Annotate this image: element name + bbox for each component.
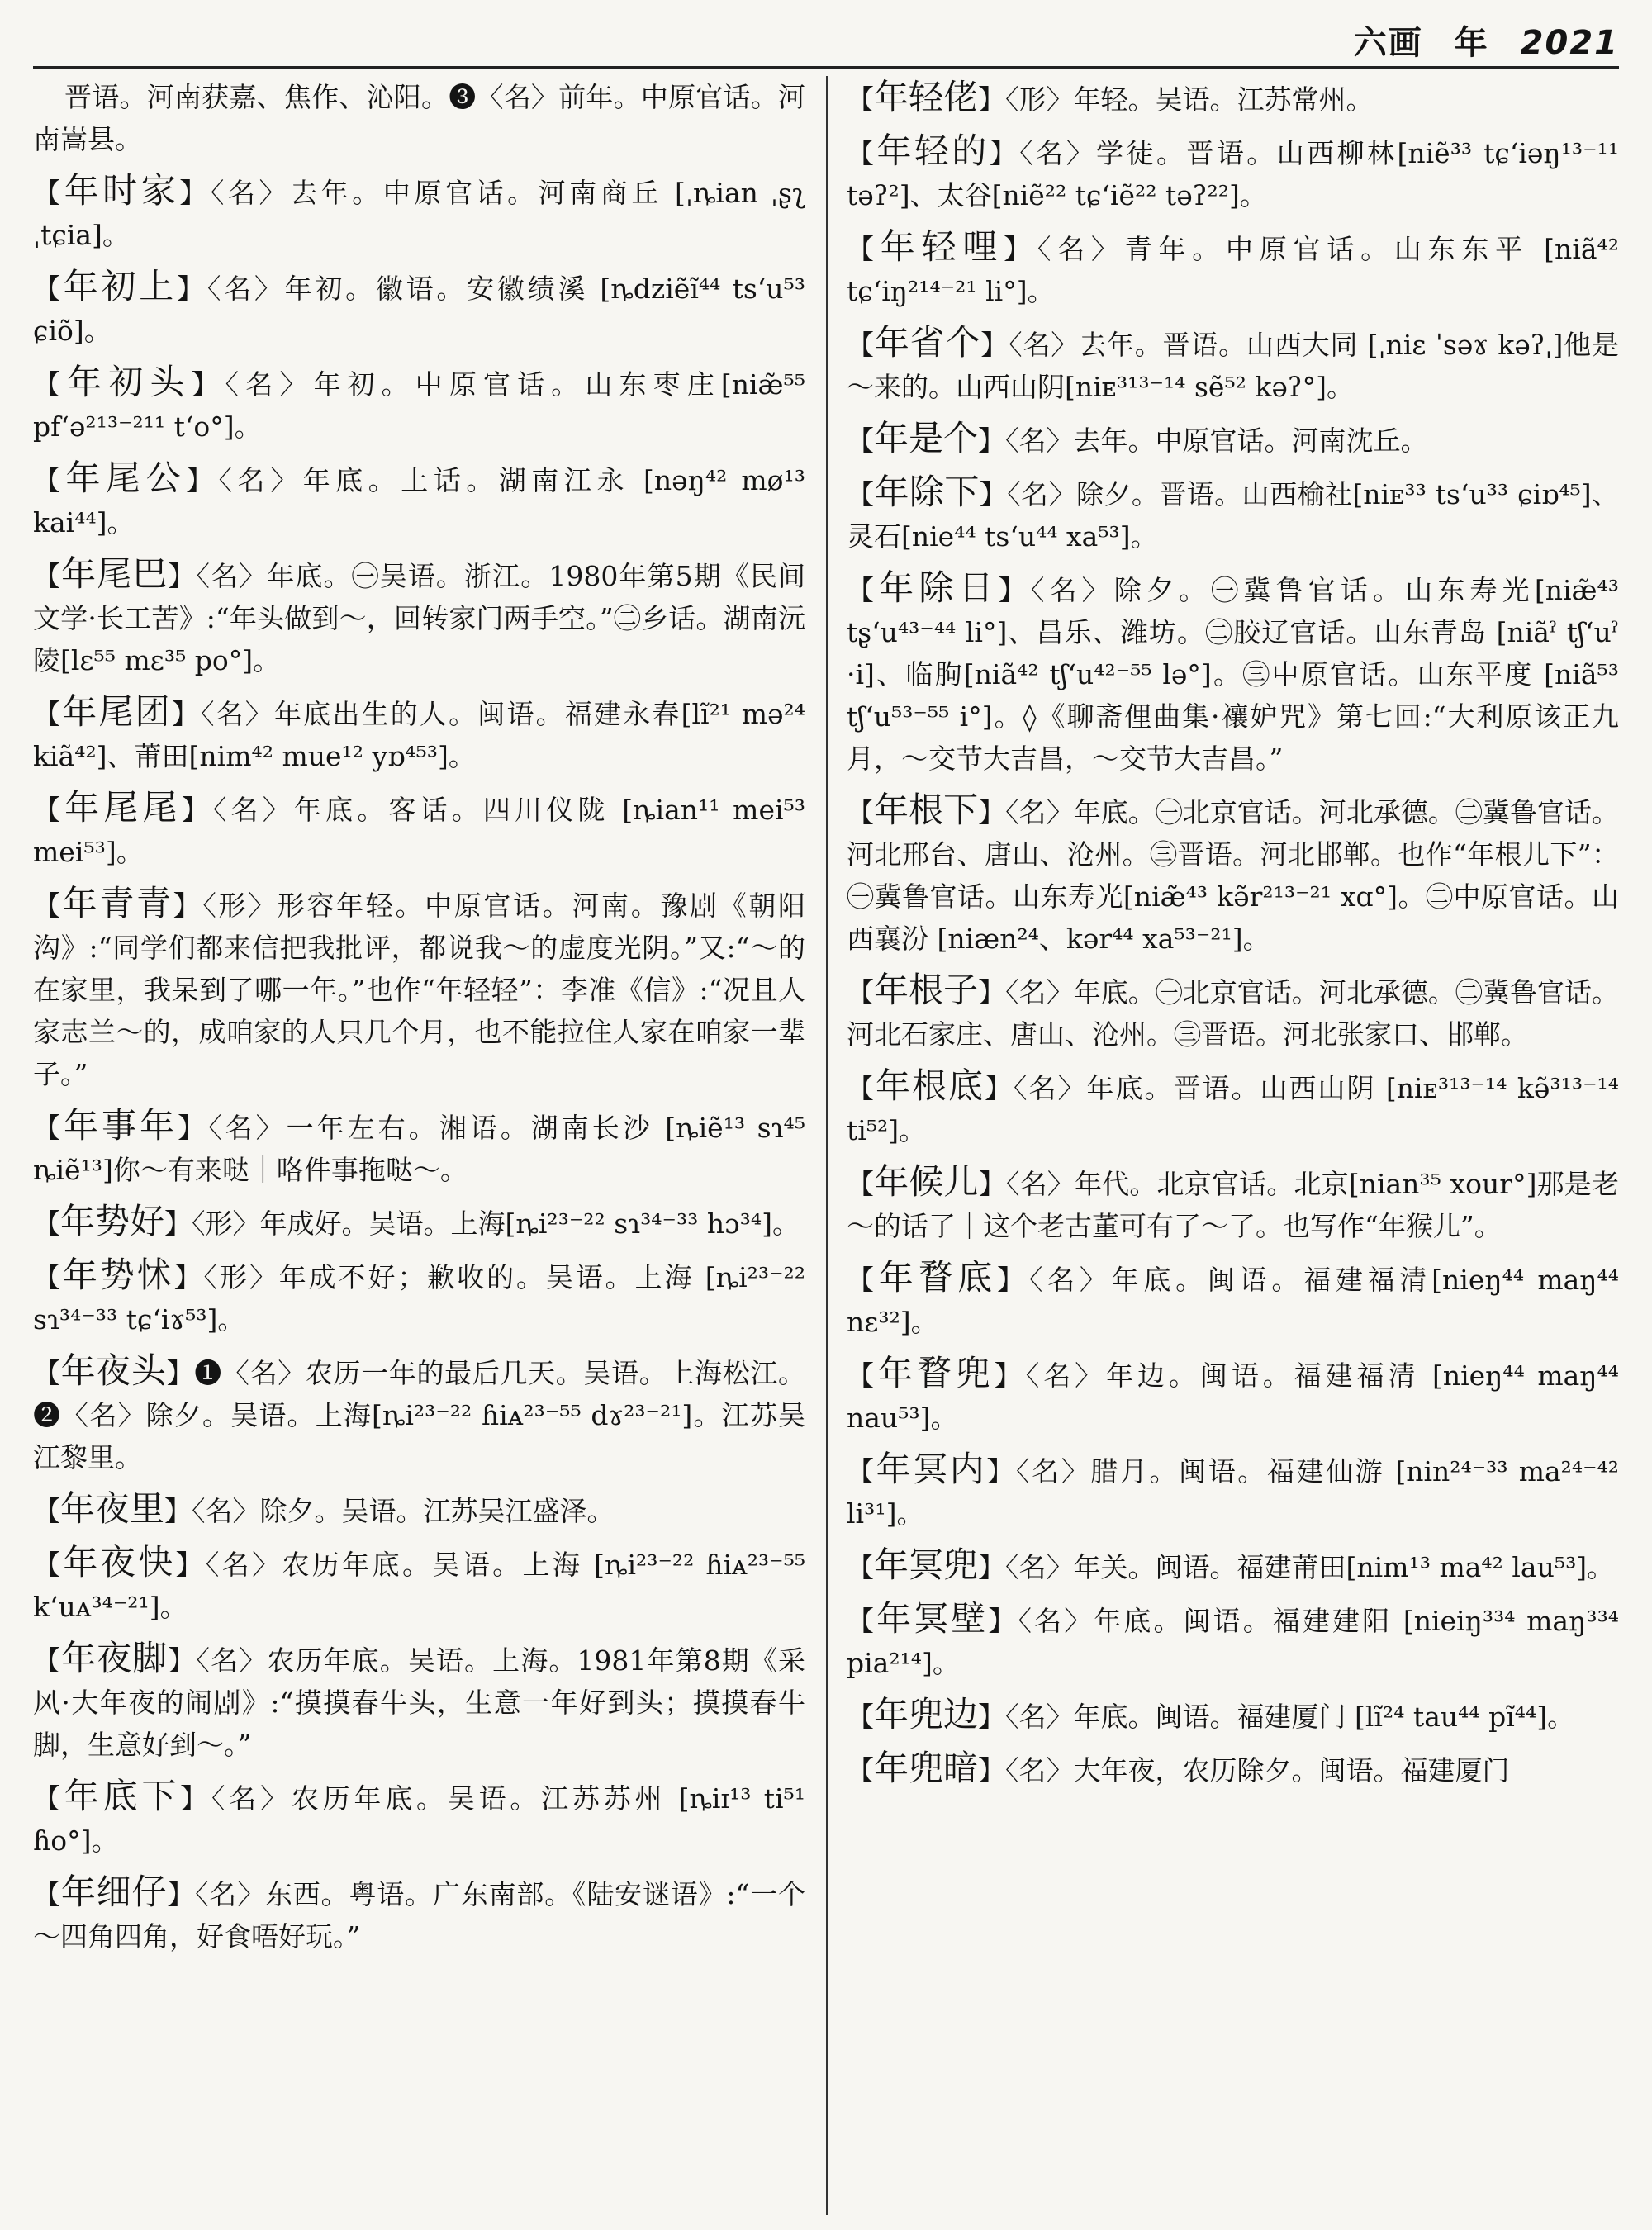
- headword-bracket-open: 【: [33, 273, 64, 305]
- headword-bracket-open: 【: [847, 1264, 879, 1296]
- entry-headword: 年轻佬: [874, 77, 979, 117]
- dictionary-entry: [847, 1160, 1619, 1247]
- headword-bracket-close: 】: [979, 478, 1008, 510]
- headword-bracket-close: 】: [978, 83, 1006, 116]
- entry-headword: 年事年: [64, 1105, 178, 1146]
- dictionary-entry: [847, 567, 1619, 780]
- headword-bracket-close: 】: [168, 1644, 197, 1677]
- entry-headword: 年时家: [64, 170, 180, 211]
- entry-headword: 年夜快: [63, 1542, 176, 1582]
- headword-bracket-open: 【: [33, 368, 68, 401]
- dictionary-entry: [847, 321, 1619, 408]
- entry-headword: 年尾巴: [61, 553, 169, 594]
- headword-bracket-close: 】: [1004, 233, 1037, 265]
- entry-definition: 〈名〉年底出生的人。闽语。福建永春[lĩ²¹ mə²⁴ kiã⁴²]、莆田[nim⁴² mue¹² yɒ⁴⁵³]。: [33, 698, 805, 772]
- dictionary-entry: [33, 169, 805, 256]
- headword-bracket-open: 【: [33, 1782, 64, 1815]
- entry-headword: 年势好: [60, 1201, 165, 1241]
- headword-bracket-close: 】: [978, 1551, 1006, 1583]
- dictionary-entry: [33, 690, 805, 777]
- dictionary-entry: [33, 1254, 805, 1340]
- dictionary-entry: [33, 1775, 805, 1862]
- dictionary-entry: [33, 457, 805, 543]
- left-column: [33, 76, 805, 2215]
- entry-definition: 〈名〉去年。晋语。山西大同 [ˌniɛ ˈsəɤ kəʔˌ]他是～来的。山西山阴[niᴇ³¹³⁻¹⁴ sẽ⁵² kəʔ°]。: [847, 329, 1619, 403]
- entry-headword: 年除日: [879, 567, 999, 608]
- dictionary-entry: [33, 1637, 805, 1766]
- entry-headword: 年瞀底: [878, 1257, 998, 1298]
- headword-bracket-close: 】: [173, 890, 203, 922]
- dictionary-entry: [33, 1200, 805, 1245]
- entry-definition: 〈名〉年边。闽语。福建福清 [nieŋ⁴⁴ maŋ⁴⁴ nau⁵³]。: [847, 1359, 1619, 1434]
- headword-bracket-open: 【: [33, 890, 63, 922]
- headword-bracket-open: 【: [33, 1495, 60, 1527]
- entry-definition: 〈名〉除夕。吴语。江苏吴江盛泽。: [192, 1495, 615, 1527]
- headword-bracket-close: 】: [978, 1701, 1006, 1733]
- entry-definition: 〈名〉年底。㊀北京官话。河北承德。㊁冀鲁官话。河北邢台、唐山、沧州。㊂晋语。河北邯郸。也作“年根儿下”：㊀冀鲁官话。山东寿光[niæ̃⁴³ kə̃r²¹³⁻²¹ xɑ°]。㊁中原官话。山西襄汾 [niæn²⁴、kər⁴⁴ xa⁵³⁻²¹]。: [847, 796, 1619, 955]
- dictionary-entry: [847, 130, 1619, 216]
- headword-bracket-close: 】: [978, 976, 1006, 1008]
- dictionary-entry: [33, 265, 805, 352]
- dictionary-entry: [847, 789, 1619, 960]
- entry-definition: 〈名〉腊月。闽语。福建仙游 [nin²⁴⁻³³ ma²⁴⁻⁴² li³¹]。: [847, 1455, 1619, 1530]
- dictionary-entry: [847, 1597, 1619, 1684]
- entry-definition: 〈名〉去年。中原官话。河南商丘 [ˌȵian ˌʂʅ ˌtɕia]。: [33, 177, 805, 251]
- headword-bracket-close: 】: [186, 464, 219, 496]
- headword-bracket-open: 【: [847, 1754, 874, 1786]
- headword-bracket-close: 】: [181, 794, 213, 826]
- headword-bracket-open: 【: [847, 1701, 874, 1733]
- entry-definition: 〈名〉年底。晋语。山西山阴 [niᴇ³¹³⁻¹⁴ kə̃³¹³⁻¹⁴ ti⁵²]。: [847, 1072, 1619, 1146]
- entry-definition: 〈形〉年轻。吴语。江苏常州。: [1005, 83, 1374, 116]
- headword-bracket-open: 【: [847, 976, 875, 1008]
- entry-headword: 年细仔: [60, 1872, 168, 1912]
- dictionary-entry: [847, 76, 1619, 121]
- headword-bracket-open: 【: [33, 1549, 64, 1581]
- entry-definition: 〈名〉除夕。㊀冀鲁官话。山东寿光[niæ̃⁴³ tʂʻu⁴³⁻⁴⁴ li°]、昌乐、潍坊。㊁胶辽官话。山东青岛 [niãˀ tʃʻuˀ ·i]、临朐[niã⁴² tʃʻu⁴²⁻⁵⁵ lə°]。㊂中原官话。山东平度 [niã⁵³ tʃʻu⁵³⁻⁵⁵ i°]。◊《聊斋俚曲集·禳妒咒》第七回:“大利原该正九月，～交节大吉昌，～交节大吉昌。”: [847, 574, 1619, 775]
- entry-headword: 年尾团: [62, 691, 172, 732]
- entry-definition: 〈名〉年初。中原官话。山东枣庄[niæ̃⁵⁵ pfʻə²¹³⁻²¹¹ tʻo°]。: [33, 368, 805, 443]
- headword-bracket-open: 【: [847, 233, 881, 265]
- entry-headword: 年冥内: [876, 1449, 987, 1489]
- head-character: 年: [1454, 23, 1489, 62]
- entry-definition: 〈名〉年关。闽语。福建莆田[nim¹³ ma⁴² lau⁵³]。: [1005, 1551, 1615, 1583]
- right-column: [847, 76, 1619, 2215]
- headword-bracket-open: 【: [33, 1644, 62, 1677]
- headword-bracket-close: 】: [997, 1264, 1029, 1296]
- headword-bracket-open: 【: [847, 1605, 877, 1637]
- headword-bracket-open: 【: [847, 1168, 875, 1200]
- dictionary-entry: [847, 1065, 1619, 1151]
- headword-bracket-open: 【: [847, 1359, 878, 1392]
- entry-definition: 〈名〉年底。闽语。福建福清[nieŋ⁴⁴ maŋ⁴⁴ nɛ³²]。: [847, 1264, 1619, 1338]
- headword-bracket-close: 】: [177, 273, 207, 305]
- entry-definition: 〈形〉年成不好；歉收的。吴语。上海 [ȵi²³⁻²² sɿ³⁴⁻³³ tɕʻiɤ⁵³]。: [33, 1261, 805, 1336]
- headword-bracket-open: 【: [33, 560, 62, 592]
- entry-headword: 年青青: [62, 883, 173, 923]
- entry-definition: 〈名〉大年夜，农历除夕。闽语。福建厦门: [1005, 1754, 1510, 1786]
- entry-headword: 年根底: [876, 1065, 985, 1106]
- entry-definition: 〈名〉年底。㊀吴语。浙江。1980年第5期《民间文学·长工苦》:“年头做到～，回转家门两手空。”㊁乡话。湖南沅陵[lɛ⁵⁵ mɛ³⁵ po°]。: [33, 560, 805, 676]
- headword-bracket-open: 【: [847, 425, 874, 457]
- entry-headword: 年势怵: [62, 1255, 174, 1295]
- headword-bracket-open: 【: [33, 1112, 64, 1144]
- headword-bracket-close: 】: [989, 137, 1020, 169]
- entry-definition: 〈名〉青年。中原官话。山东东平 [niã⁴² tɕʻiŋ²¹⁴⁻²¹ li°]。: [847, 233, 1619, 307]
- dictionary-entry: [33, 1350, 805, 1478]
- entry-headword: 年瞀兜: [877, 1353, 995, 1393]
- entry-headword: 年尾公: [65, 458, 187, 498]
- headword-bracket-open: 【: [847, 137, 877, 169]
- entry-headword: 年轻的: [876, 130, 990, 171]
- headword-bracket-close: 】: [978, 1168, 1006, 1200]
- headword-bracket-open: 【: [847, 329, 875, 361]
- dictionary-entry: [847, 1693, 1619, 1738]
- headword-bracket-close: 】: [980, 329, 1009, 361]
- dictionary-entry: [847, 1352, 1619, 1439]
- headword-bracket-close: 】: [164, 1495, 192, 1527]
- entry-definition: 〈名〉农历年底。吴语。上海。1981年第8期《采风·大年夜的闹剧》:“摸摸春牛头，生意一年好到头；摸摸春牛脚，生意好到～。”: [33, 1644, 805, 1761]
- headword-bracket-close: 】: [164, 1208, 192, 1240]
- entry-definition: 〈名〉农历年底。吴语。上海 [ȵi²³⁻²² ɦiᴀ²³⁻⁵⁵ kʻuᴀ³⁴⁻²¹]。: [33, 1549, 805, 1623]
- headword-bracket-close: 】: [167, 1878, 196, 1910]
- headword-bracket-close: 】: [191, 368, 225, 401]
- headword-bracket-close: 】: [988, 1605, 1018, 1637]
- headword-bracket-close: 】: [166, 1357, 195, 1389]
- dictionary-entry: [33, 1871, 805, 1957]
- dictionary-entry: [847, 471, 1619, 558]
- entry-headword: 年冥兜: [874, 1544, 979, 1585]
- headword-bracket-open: 【: [33, 1878, 61, 1910]
- entry-definition: 〈名〉年代。北京官话。北京[nian³⁵ xour°]那是老～的话了｜这个老古董可有了～了。也写作“年猴儿”。: [847, 1168, 1619, 1242]
- headword-bracket-open: 【: [33, 1261, 63, 1293]
- headword-bracket-close: 】: [985, 1072, 1014, 1104]
- dictionary-entry: [33, 1104, 805, 1191]
- dictionary-entry: [847, 1544, 1619, 1588]
- entry-definition: 〈名〉去年。中原官话。河南沈丘。: [1005, 425, 1428, 457]
- entry-headword: 年除下: [874, 472, 980, 512]
- headword-bracket-open: 【: [33, 464, 66, 496]
- headword-bracket-open: 【: [33, 698, 63, 730]
- entry-definition: 〈名〉农历年底。吴语。江苏苏州 [ȵiɪ¹³ ti⁵¹ ɦo°]。: [33, 1782, 805, 1857]
- entry-definition: 〈形〉年成好。吴语。上海[ȵi²³⁻²² sɿ³⁴⁻³³ hɔ³⁴]。: [192, 1208, 800, 1240]
- entry-definition: 〈名〉年底。闽语。福建厦门 [lĩ²⁴ tau⁴⁴ pĩ⁴⁴]。: [1005, 1701, 1575, 1733]
- headword-bracket-open: 【: [33, 794, 65, 826]
- entry-definition: 〈名〉东西。粤语。广东南部。《陆安谜语》:“一个～四角四角，好食唔好玩。”: [33, 1878, 805, 1952]
- headword-bracket-open: 【: [847, 796, 875, 828]
- entry-headword: 年根下: [874, 790, 979, 830]
- entry-definition: 〈名〉除夕。晋语。山西榆社[niᴇ³³ tsʻu³³ ɕiɒ⁴⁵]、灵石[nie⁴⁴ tsʻu⁴⁴ xa⁵³]。: [847, 478, 1619, 553]
- entry-headword: 年兜边: [874, 1694, 979, 1734]
- entry-definition: 〈名〉年初。徽语。安徽绩溪 [ȵdziẽĩ⁴⁴ tsʻu⁵³ ɕiõ]。: [33, 273, 805, 347]
- headword-bracket-open: 【: [33, 1208, 60, 1240]
- entry-definition: 〈名〉年底。㊀北京官话。河北承德。㊁冀鲁官话。河北石家庄、唐山、沧州。㊂晋语。河北张家口、邯郸。: [847, 976, 1619, 1051]
- headword-bracket-open: 【: [847, 1455, 876, 1487]
- dictionary-entry: [33, 882, 805, 1095]
- headword-bracket-open: 【: [33, 177, 64, 209]
- dictionary-entry: [847, 225, 1619, 312]
- entry-definition: 〈名〉年底。土话。湖南江永 [nəŋ⁴² mø¹³ kai⁴⁴]。: [33, 464, 805, 539]
- entry-headword: 年是个: [874, 418, 979, 458]
- headword-bracket-close: 】: [168, 560, 197, 592]
- headword-bracket-open: 【: [847, 478, 875, 510]
- headword-bracket-close: 】: [978, 1754, 1006, 1786]
- headword-bracket-close: 】: [179, 177, 211, 209]
- section-label: 六画: [1353, 23, 1423, 62]
- entry-headword: 年初上: [63, 266, 178, 306]
- entry-headword: 年省个: [874, 322, 981, 363]
- headword-bracket-close: 】: [978, 425, 1006, 457]
- headword-bracket-close: 】: [173, 1261, 204, 1293]
- headword-bracket-open: 【: [847, 1072, 876, 1104]
- headword-bracket-close: 】: [986, 1455, 1017, 1487]
- headword-bracket-close: 】: [994, 1359, 1026, 1392]
- entry-headword: 年尾尾: [64, 787, 182, 828]
- entry-definition: 晋语。河南获嘉、焦作、沁阳。❸〈名〉前年。中原官话。河南嵩县。: [33, 81, 805, 155]
- dictionary-entry: [847, 1448, 1619, 1535]
- dictionary-entry: [33, 786, 805, 873]
- headword-bracket-open: 【: [33, 1357, 61, 1389]
- entry-definition: 〈名〉年底。闽语。福建建阳 [nieiŋ³³⁴ maŋ³³⁴ pia²¹⁴]。: [847, 1605, 1619, 1679]
- headword-bracket-open: 【: [847, 574, 880, 606]
- dictionary-entry: [33, 76, 805, 160]
- entry-definition: ❶〈名〉农历一年的最后几天。吴语。上海松江。❷〈名〉除夕。吴语。上海[ȵi²³⁻²² ɦiᴀ²³⁻⁵⁵ dɤ²³⁻²¹]。江苏吴江黎里。: [33, 1357, 805, 1473]
- entry-headword: 年根子: [874, 970, 979, 1010]
- headword-bracket-open: 【: [847, 1551, 874, 1583]
- entry-headword: 年底下: [64, 1776, 181, 1816]
- entry-definition: 〈形〉形容年轻。中原官话。河南。豫剧《朝阳沟》:“同学们都来信把我批评，都说我～的虚度光阴。”又:“～的在家里，我呆到了哪一年。”也作“年轻轻”：李准《信》:“况且人家志兰～的，成咱家的人只几个月，也不能拉住人家在咱家一辈子。”: [33, 890, 805, 1090]
- dictionary-entry: [847, 969, 1619, 1056]
- entry-headword: 年夜里: [60, 1488, 165, 1529]
- entry-headword: 年兜暗: [874, 1748, 979, 1788]
- headword-bracket-close: 】: [180, 1782, 211, 1815]
- headword-bracket-close: 】: [171, 698, 201, 730]
- dictionary-entry: [33, 361, 805, 448]
- headword-bracket-close: 】: [175, 1549, 206, 1581]
- headword-bracket-close: 】: [998, 574, 1031, 606]
- running-head: [1336, 17, 1619, 64]
- entry-definition: 〈名〉一年左右。湘语。湖南长沙 [ȵiẽ¹³ sɿ⁴⁵ ȵiẽ¹³]你～有来哒｜咯件事拖哒～。: [33, 1112, 805, 1186]
- entry-definition: 〈名〉学徒。晋语。山西柳林[niẽ³³ tɕʻiəŋ¹³⁻¹¹ təʔ²]、太谷[niẽ²² tɕʻiẽ²² təʔ²²]。: [847, 137, 1619, 211]
- dictionary-entry: [847, 1747, 1619, 1791]
- headword-bracket-close: 】: [178, 1112, 209, 1144]
- entry-headword: 年候儿: [874, 1161, 979, 1202]
- headword-bracket-close: 】: [978, 796, 1006, 828]
- page-header: [33, 12, 1619, 69]
- dictionary-entry: [847, 1256, 1619, 1343]
- entry-headword: 年冥壁: [876, 1598, 989, 1639]
- entry-headword: 年初头: [67, 362, 192, 402]
- dictionary-entry: [33, 1487, 805, 1532]
- dictionary-entry: [847, 417, 1619, 462]
- dictionary-entry: [33, 1541, 805, 1628]
- entry-headword: 年夜脚: [61, 1638, 169, 1678]
- column-divider: [826, 76, 828, 2215]
- entry-headword: 年轻哩: [880, 226, 1004, 267]
- page-number: 2021: [1520, 24, 1619, 62]
- entry-definition: 〈名〉年底。客话。四川仪陇 [ȵian¹¹ mei⁵³ mei⁵³]。: [33, 794, 805, 868]
- dictionary-entry: [33, 553, 805, 681]
- entry-headword: 年夜头: [60, 1350, 167, 1391]
- headword-bracket-open: 【: [847, 83, 874, 116]
